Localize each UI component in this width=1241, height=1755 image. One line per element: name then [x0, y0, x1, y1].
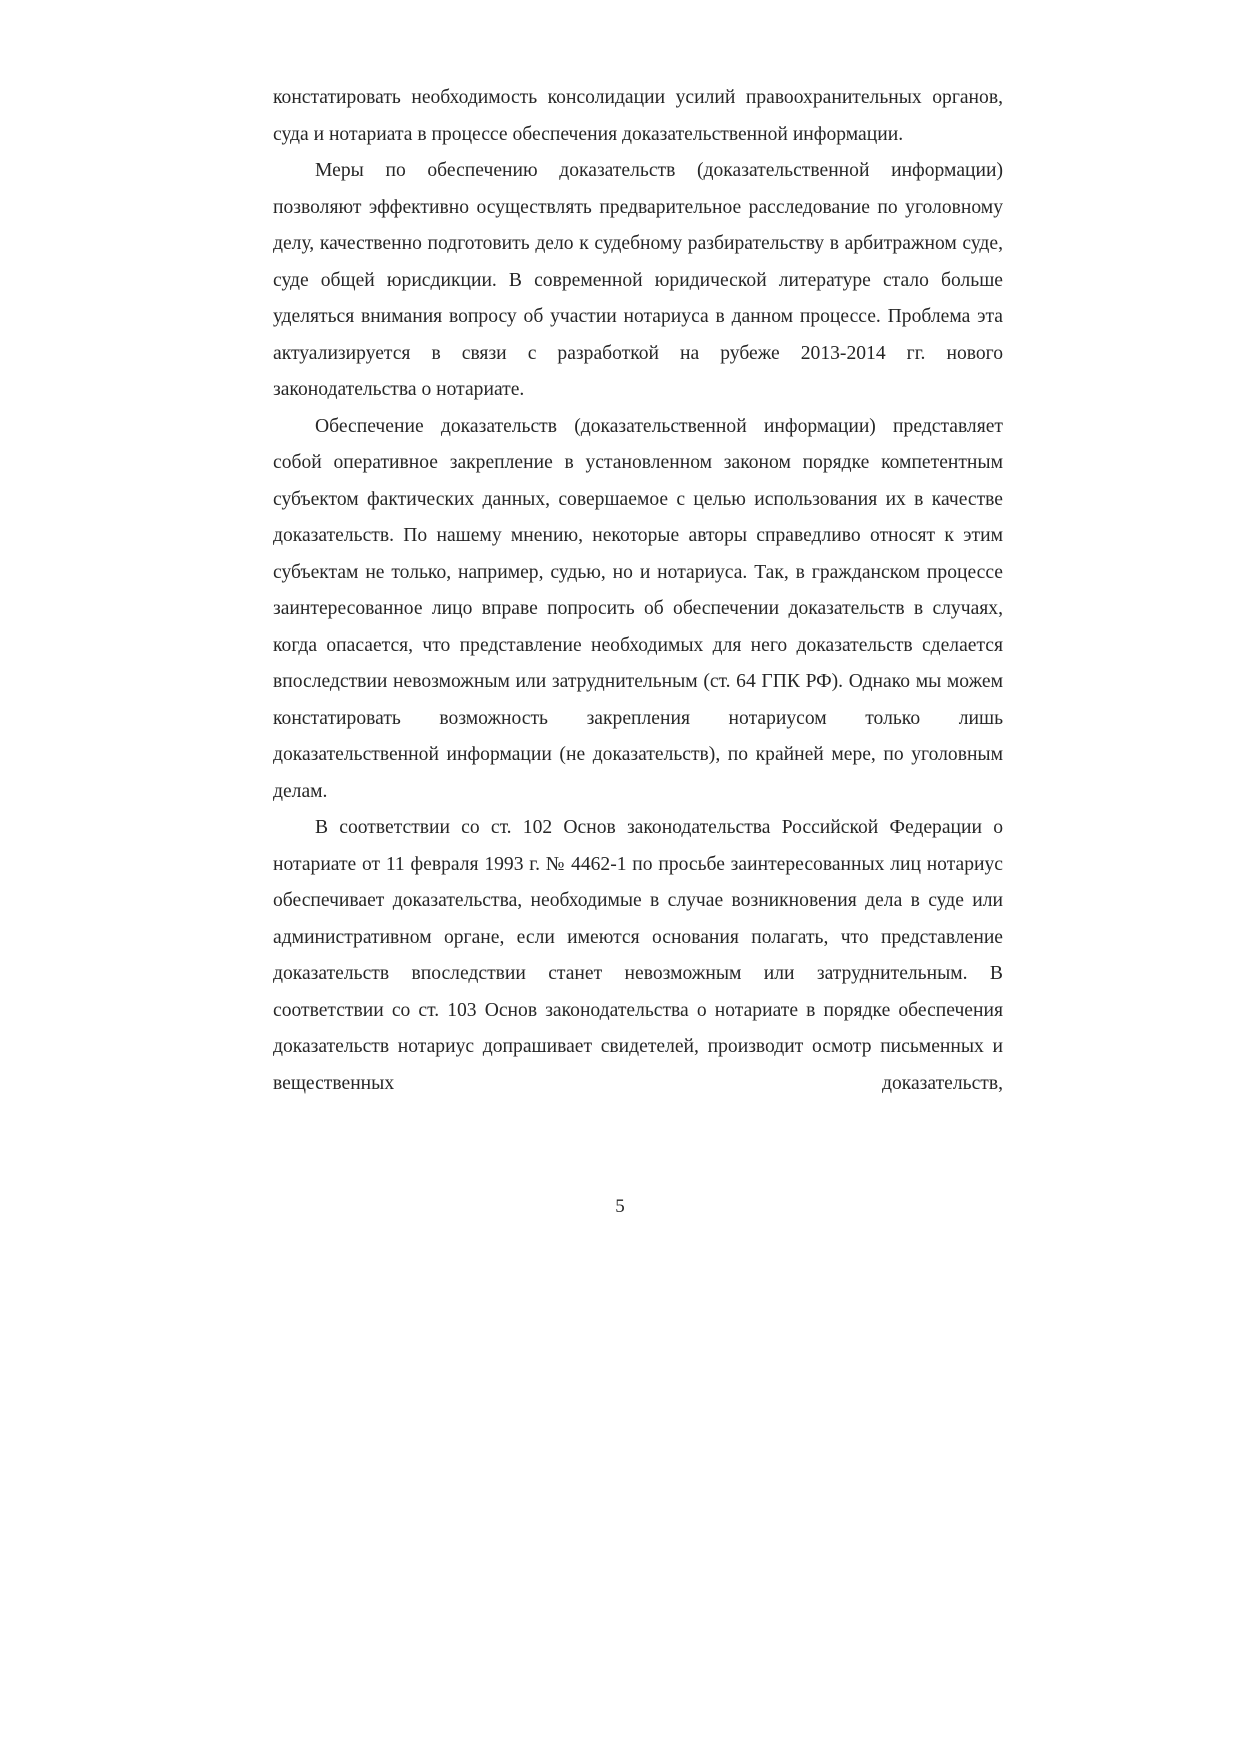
- page-number: 5: [615, 1196, 625, 1217]
- paragraph-provision: Обеспечение доказательств (доказательственной информации) представляет собой оперативное закрепление в установленном законом порядке компетентным субъектом фактических данных, совершаемое с целью использования их в качестве доказательств. По нашему мнению, некоторые авторы справедливо относят к этим субъектам не только, например, судью, но и нотариуса. Так, в гражданском процессе заинтересованное лицо вправе попросить об обеспечении доказательств в случаях, когда опасается, что представление необходимых для него доказательств сделается впоследствии невозможным или затруднительным (ст. 64 ГПК РФ). Однако мы можем констатировать возможность закрепления нотариусом только лишь доказательственной информации (не доказательств), по крайней мере, по уголовным делам.: [273, 415, 1003, 802]
- paragraph-continuation: констатировать необходимость консолидации усилий правоохранительных органов, суда и нотариата в процессе обеспечения доказательственной информации.: [273, 87, 1003, 145]
- paragraph-measures: Меры по обеспечению доказательств (доказательственной информации) позволяют эффективно осуществлять предварительное расследование по уголовному делу, качественно подготовить дело к судебному разбирательству в арбитражном суде, суде общей юрисдикции. В современной юридической литературе стало больше уделяться внимания вопросу об участии нотариуса в данном процессе. Проблема эта актуализируется в связи с разработкой на рубеже 2013-2014 гг. нового законодательства о нотариате.: [273, 160, 1003, 400]
- paragraph-article-102: В соответствии со ст. 102 Основ законодательства Российской Федерации о нотариате от 11 февраля 1993 г. № 4462-1 по просьбе заинтересованных лиц нотариус обеспечивает доказательства, необходимые в случае возникновения дела в суде или административном органе, если имеются основания полагать, что представление доказательств впоследствии станет невозможным или затруднительным. В соответствии со ст. 103 Основ законодательства о нотариате в порядке обеспечения доказательств нотариус допрашивает свидетелей, производит осмотр письменных и вещественных доказательств,: [273, 817, 1003, 1094]
- body-text: [273, 80, 1003, 1102]
